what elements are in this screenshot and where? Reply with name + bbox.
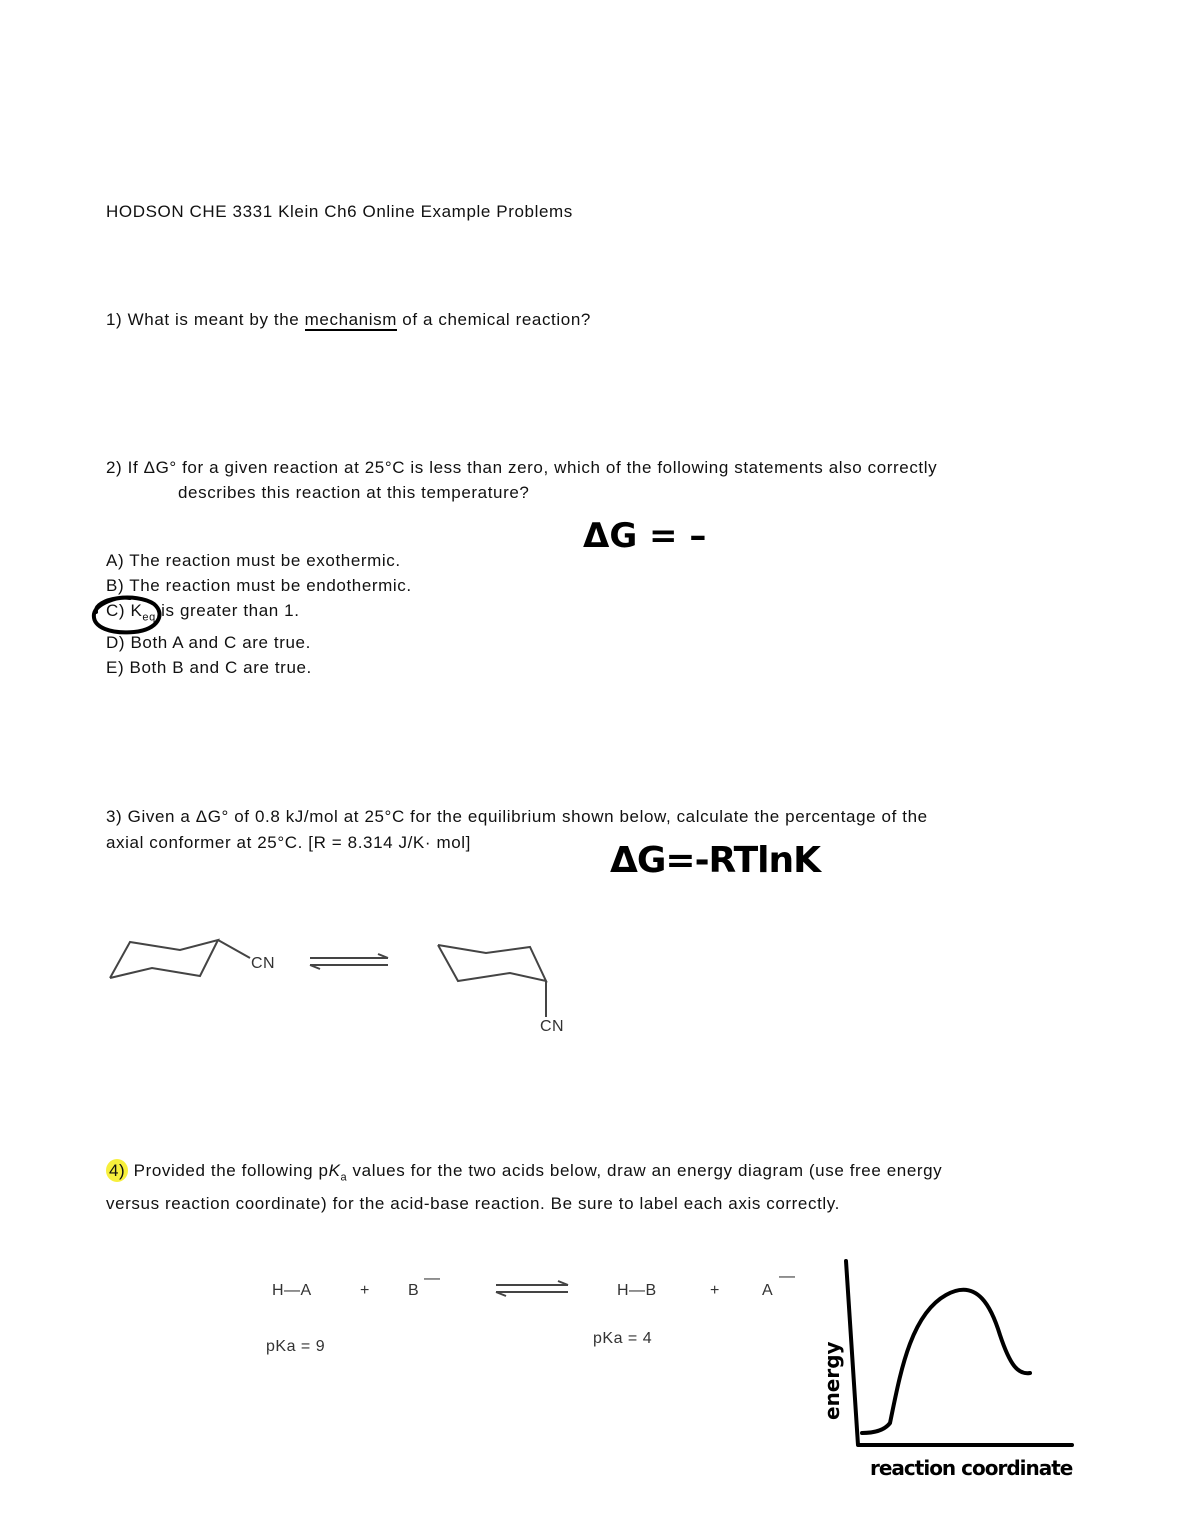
question-4-k-subscript: a: [340, 1171, 348, 1184]
equilibrium-arrows-q3: [308, 954, 394, 970]
product-a: A: [762, 1282, 774, 1299]
option-a: A) The reaction must be exothermic.: [106, 551, 401, 570]
pka-left: pKa = 9: [266, 1338, 326, 1355]
mechanism-underlined: mechanism: [304, 310, 397, 329]
pka-right: pKa = 4: [593, 1330, 653, 1347]
page-title: HODSON CHE 3331 Klein Ch6 Online Example Problems: [106, 202, 573, 221]
charge-b-minus: —: [424, 1270, 441, 1287]
option-e: E) Both B and C are true.: [106, 658, 312, 677]
question-4-line1: [106, 1161, 942, 1187]
question-1-prefix: 1) What is meant by the: [106, 310, 305, 329]
question-2-line1: 2) If ΔG° for a given reaction at 25°C is less than zero, which of the following statements also correctly: [106, 458, 938, 477]
option-c-suffix: is greater than 1.: [155, 601, 300, 620]
substituent-cn-axial: CN: [540, 1018, 565, 1035]
question-3-line2: axial conformer at 25°C. [R = 8.314 J/K· mol]: [106, 833, 471, 852]
handwritten-circle-option-c: [86, 590, 166, 640]
reactant-b: B: [408, 1282, 420, 1299]
plus-sign-2: +: [710, 1282, 720, 1299]
charge-a-minus: —: [779, 1268, 796, 1285]
question-4-text-b: values for the two acids below, draw an energy diagram (use free energy: [347, 1161, 943, 1180]
reactant-ha: H—A: [272, 1282, 312, 1299]
handwritten-gibbs-equation: ΔG=-RTlnK: [610, 840, 821, 881]
option-c-subscript: eq: [142, 611, 156, 624]
question-4-text-a: Provided the following p: [128, 1161, 329, 1180]
question-4-line2: versus reaction coordinate) for the acid-base reaction. Be sure to label each axis correctly.: [106, 1194, 840, 1213]
option-b: B) The reaction must be endothermic.: [106, 576, 412, 595]
question-1-suffix: of a chemical reaction?: [396, 310, 591, 329]
equilibrium-arrows-q4: [494, 1281, 574, 1297]
option-c-prefix: C) K: [106, 601, 143, 620]
question-4-number-highlighted: 4): [106, 1159, 128, 1182]
option-d: D) Both A and C are true.: [106, 633, 311, 652]
question-3-line1: 3) Given a ΔG° of 0.8 kJ/mol at 25°C for the equilibrium shown below, calculate the percentage of the: [106, 807, 928, 826]
handwritten-y-axis-label: energy: [820, 1341, 844, 1420]
chair-axial-cn: [430, 935, 570, 1025]
handwritten-delta-g-negative: ΔG = –: [583, 516, 707, 556]
plus-sign-1: +: [360, 1282, 370, 1299]
handwritten-x-axis-label: reaction coordinate: [870, 1456, 1073, 1480]
substituent-cn-equatorial: CN: [251, 955, 276, 972]
question-2-line2: describes this reaction at this temperature?: [178, 483, 530, 502]
question-1: [106, 310, 591, 330]
product-hb: H—B: [617, 1282, 657, 1299]
question-4-k: K: [328, 1161, 341, 1180]
